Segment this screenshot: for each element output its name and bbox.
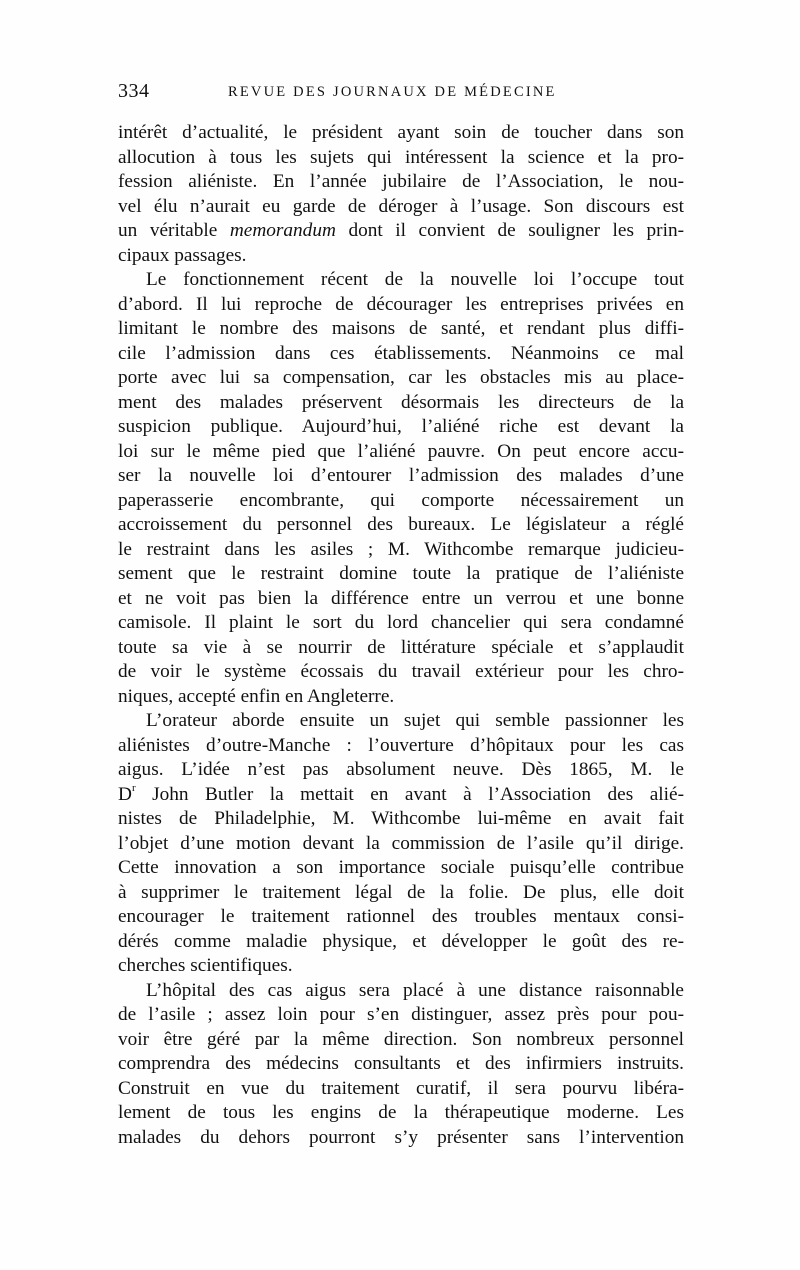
text-line: le restraint dans les asiles ; M. Withcombe remarque judicieu- [118, 538, 684, 560]
text-line: cipaux passages. [118, 244, 247, 266]
text-line: de l’asile ; assez loin pour s’en distinguer, assez près pour pou- [118, 1004, 684, 1025]
text-line: ser la nouvelle loi d’entourer l’admission des malades d’une [118, 465, 684, 486]
text-line: accroissement du personnel des bureaux. Le législateur a réglé [118, 514, 684, 535]
text-line: camisole. Il plaint le sort du lord chancelier qui sera condamné [118, 612, 684, 633]
text-line: vel élu n’aurait eu garde de déroger à l’usage. Son discours est [118, 195, 684, 217]
text-line [118, 783, 684, 808]
text-line: toute sa vie à se nourrir de littérature spéciale et s’applaudit [118, 636, 684, 658]
text-line: encourager le traitement rationnel des troubles mentaux consi- [118, 906, 684, 927]
text-line: sement que le restraint domine toute la pratique de l’aliéniste [118, 563, 684, 584]
text-line [118, 219, 684, 244]
text-line: aigus. L’idée n’est pas absolument neuve. Dès 1865, M. le [118, 759, 684, 780]
text-fragment: D [118, 783, 132, 805]
text-line: Cette innovation a son importance sociale puisqu’elle contribue [118, 857, 684, 878]
text-line: limitant le nombre des maisons de santé, et rendant plus diffi- [118, 318, 684, 339]
text-line: allocution à tous les sujets qui intéressent la science et la pro- [118, 146, 684, 168]
text-line: Construit en vue du traitement curatif, il sera pourvu libéra- [118, 1077, 684, 1099]
text-line: malades du dehors pourront s’y présenter sans l’intervention [118, 1126, 684, 1148]
text-line: aliénistes d’outre-Manche : l’ouverture d’hôpitaux pour les cas [118, 734, 684, 756]
text-line: porte avec lui sa compensation, car les obstacles mis au place- [118, 367, 684, 388]
text-line: cile l’admission dans ces établissements. Néanmoins ce mal [118, 342, 684, 364]
text-line: de voir le système écossais du travail extérieur pour les chro- [118, 661, 684, 682]
text-line: Le fonctionnement récent de la nouvelle loi l’occupe tout [146, 269, 684, 290]
page-header [118, 80, 684, 110]
text-line: L’orateur aborde ensuite un sujet qui semble passionner les [146, 710, 684, 731]
text-line: l’objet d’une motion devant la commission de l’asile qu’il dirige. [118, 832, 684, 854]
text-line: cherches scientifiques. [118, 955, 293, 976]
text-line: fession aliéniste. En l’année jubilaire de l’Association, le nou- [118, 171, 684, 192]
text-line: paperasserie encombrante, qui comporte nécessairement un [118, 489, 684, 511]
text-line: niques, accepté enfin en Angleterre. [118, 685, 395, 707]
text-line: L’hôpital des cas aigus sera placé à une distance raisonnable [146, 979, 684, 1001]
text-fragment: un véritable [118, 220, 230, 241]
body-text [118, 121, 684, 1150]
text-line: intérêt d’actualité, le président ayant soin de toucher dans son [118, 122, 684, 143]
italic-term: memorandum [229, 220, 336, 241]
text-line: suspicion publique. Aujourd’hui, l’aliéné riche est devant la [118, 416, 684, 437]
text-line: voir être géré par la même direction. Son nombreux personnel [118, 1028, 684, 1050]
text-line: nistes de Philadelphie, M. Withcombe lui-même en avait fait [118, 808, 684, 829]
running-title: REVUE DES JOURNAUX DE MÉDECINE [228, 84, 557, 100]
text-line: dérés comme maladie physique, et développer le goût des re- [118, 930, 684, 952]
text-line: à supprimer le traitement légal de la folie. De plus, elle doit [118, 881, 684, 903]
text-line: et ne voit pas bien la différence entre un verrou et une bonne [118, 587, 684, 609]
superscript: r [131, 782, 136, 794]
text-line: lement de tous les engins de la thérapeutique moderne. Les [118, 1102, 684, 1123]
text-fragment: John Butler la mettait en avant à l’Association des alié- [135, 783, 684, 805]
text-fragment: dont il convient de souligner les prin- [335, 220, 684, 241]
text-line: ment des malades préservent désormais les directeurs de la [118, 391, 684, 413]
text-line: comprendra des médecins consultants et des infirmiers instruits. [118, 1053, 684, 1074]
text-line: loi sur le même pied que l’aliéné pauvre. On peut encore accu- [118, 440, 684, 462]
page-number: 334 [118, 80, 150, 102]
text-line: d’abord. Il lui reproche de décourager les entreprises privées en [118, 293, 684, 315]
